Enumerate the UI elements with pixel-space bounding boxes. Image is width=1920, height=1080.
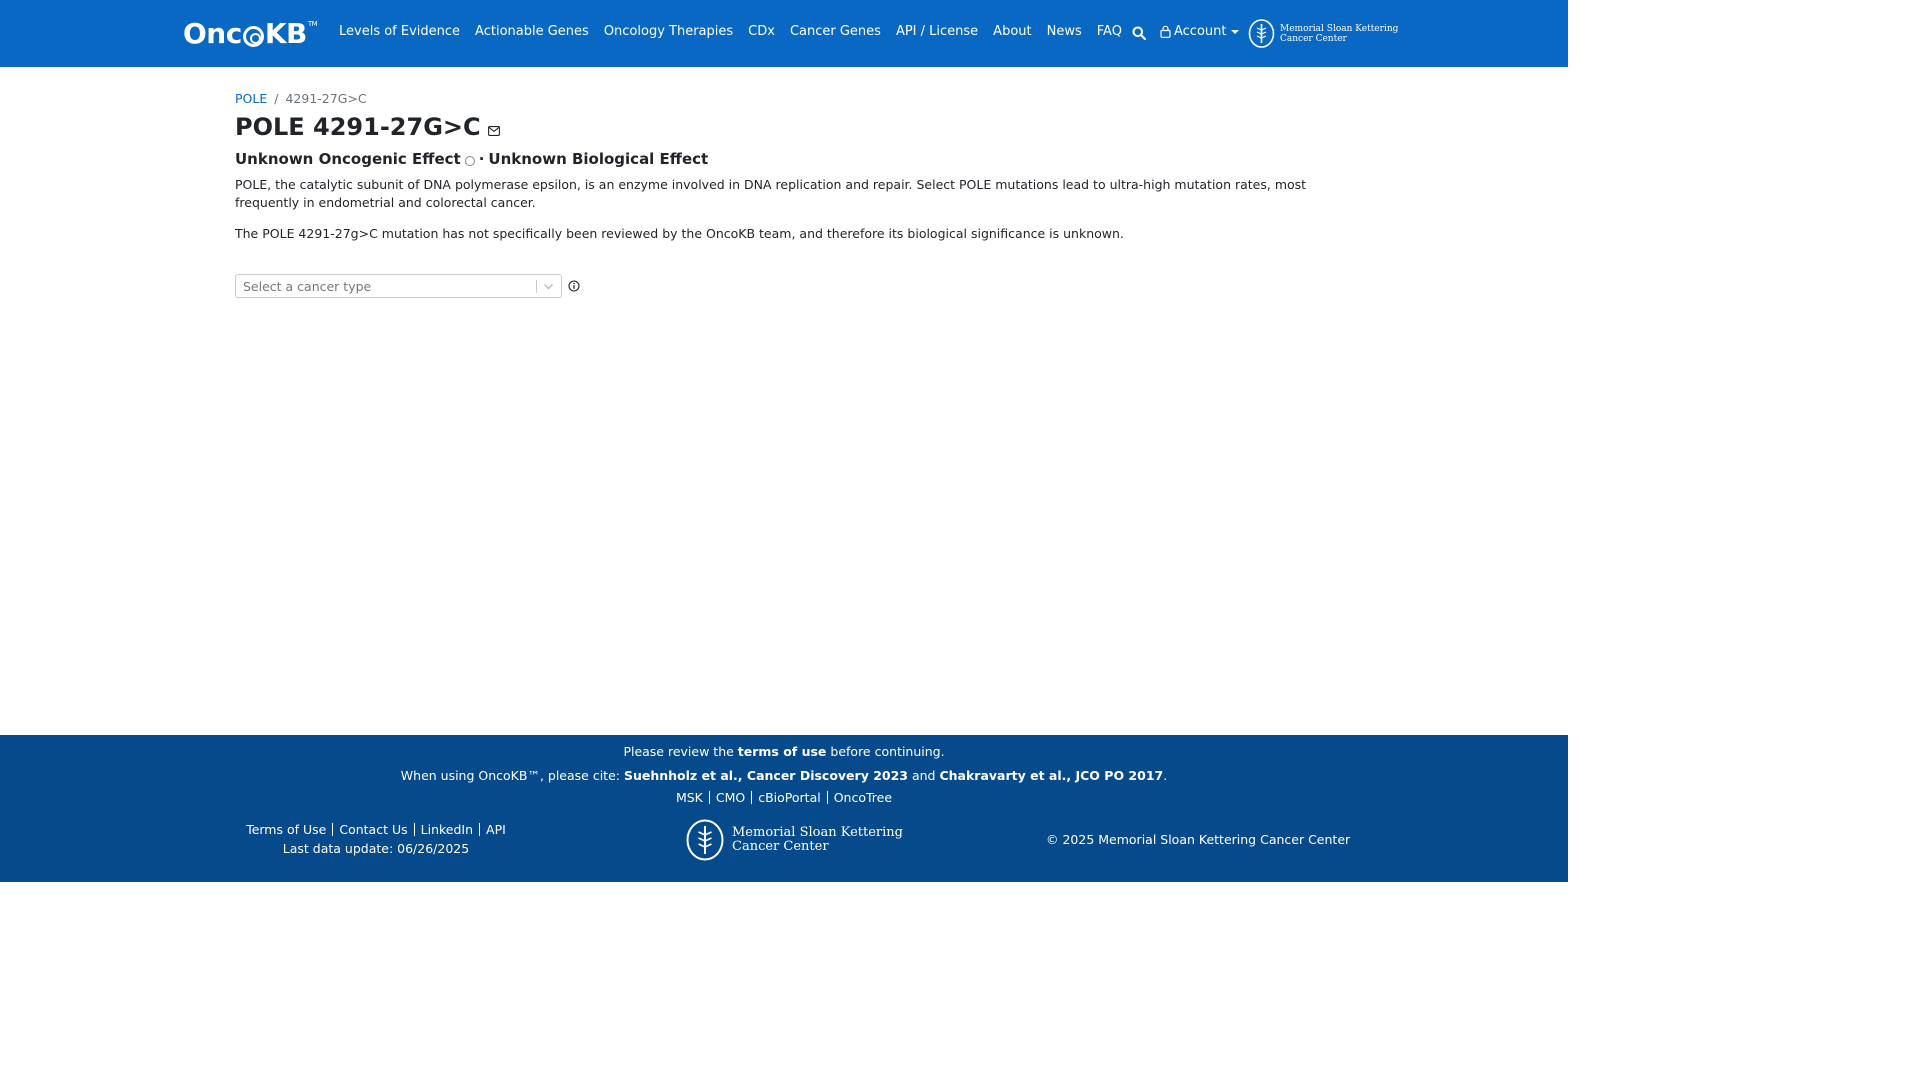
footer-link-linkedin[interactable]: LinkedIn — [415, 823, 480, 836]
breadcrumb — [235, 91, 367, 106]
oncogenic-effect: Unknown Oncogenic Effect — [235, 150, 461, 168]
oncogenicity-circle-icon — [465, 156, 475, 166]
mutation-note: The POLE 4291-27g>C mutation has not specifically been reviewed by the OncoKB team, and therefore its biological significance is unknown. — [235, 226, 1124, 241]
msk-logo[interactable] — [1248, 19, 1398, 48]
breadcrumb-gene-link[interactable]: POLE — [235, 91, 268, 106]
footer-bottom-left — [240, 823, 512, 856]
msk-name-line1: Memorial Sloan Kettering — [1280, 23, 1399, 34]
nav-actionable-genes[interactable]: Actionable Genes — [475, 24, 589, 39]
nav-cdx[interactable]: CDx — [748, 24, 775, 39]
oncokb-logo[interactable]: Onc KB TM — [183, 17, 318, 50]
search-icon[interactable] — [1132, 26, 1146, 40]
footer-msk-logo[interactable] — [686, 819, 903, 861]
nav-links — [339, 24, 1137, 39]
citation-link-suehnholz[interactable]: Suehnholz et al., Cancer Discovery 2023 — [623, 768, 908, 783]
footer-link-api[interactable]: API — [486, 822, 506, 837]
nav-faq[interactable]: FAQ — [1096, 24, 1122, 39]
nav-oncology-therapies[interactable]: Oncology Therapies — [603, 24, 734, 39]
biological-effect: Unknown Biological Effect — [488, 150, 709, 168]
footer-link-cmo[interactable]: CMO — [710, 791, 752, 804]
caret-down-icon — [1231, 30, 1239, 34]
info-icon[interactable] — [568, 280, 580, 292]
copyright: © 2025 Memorial Sloan Kettering Cancer Center — [1046, 832, 1351, 847]
lock-icon — [1160, 25, 1171, 38]
nav-api-license[interactable]: API / License — [895, 24, 979, 39]
footer-link-msk[interactable]: MSK — [670, 791, 710, 804]
breadcrumb-current: 4291-27G>C — [285, 91, 367, 106]
terms-notice: Please review the terms of use before continuing. — [623, 744, 945, 759]
effects-separator: · — [478, 150, 485, 168]
footer-link-cbioportal[interactable]: cBioPortal — [752, 791, 827, 804]
terms-of-use-link[interactable]: terms of use — [737, 744, 827, 759]
cancer-type-placeholder: Select a cancer type — [243, 278, 372, 294]
cancer-type-select[interactable] — [235, 274, 562, 298]
account-menu[interactable] — [1160, 24, 1239, 39]
citation-notice: When using OncoKB™, please cite: Suehnholz et al., Cancer Discovery 2023 and Chakravarty et al., JCO PO 2017. — [400, 768, 1168, 783]
msk-name-line2: Cancer Center — [732, 839, 829, 854]
oncokb-target-icon — [243, 26, 264, 47]
nav-about[interactable]: About — [993, 24, 1032, 39]
envelope-icon[interactable] — [488, 126, 500, 136]
account-label: Account — [1174, 24, 1227, 39]
effects-line — [235, 150, 708, 168]
msk-emblem-icon — [686, 819, 724, 861]
msk-name-line2: Cancer Center — [1280, 33, 1347, 44]
footer-partner-links — [0, 791, 1568, 804]
page-title — [235, 113, 500, 141]
top-navbar — [0, 0, 1568, 67]
footer-link-contact[interactable]: Contact Us — [333, 823, 414, 836]
citation-link-chakravarty[interactable]: Chakravarty et al., JCO PO 2017 — [939, 768, 1164, 783]
footer — [0, 735, 1568, 882]
msk-emblem-icon — [1248, 19, 1275, 48]
chevron-down-icon[interactable] — [543, 281, 554, 292]
select-divider — [536, 280, 537, 293]
nav-news[interactable]: News — [1046, 24, 1082, 39]
page-title-text: POLE 4291-27G>C — [235, 113, 481, 141]
last-data-update: Last data update: 06/26/2025 — [282, 841, 470, 856]
footer-link-oncotree[interactable]: OncoTree — [833, 790, 893, 805]
gene-description: POLE, the catalytic subunit of DNA polymerase epsilon, is an enzyme involved in DNA replication and repair. Select POLE mutations lead to ultra-high mutation rates, most frequently in endometrial and colorectal cancer. — [235, 177, 1307, 210]
footer-link-terms[interactable]: Terms of Use — [240, 823, 333, 836]
breadcrumb-separator: / — [274, 91, 279, 106]
msk-name-line1: Memorial Sloan Kettering — [732, 825, 903, 840]
nav-cancer-genes[interactable]: Cancer Genes — [789, 24, 881, 39]
nav-levels-of-evidence[interactable]: Levels of Evidence — [339, 24, 461, 39]
